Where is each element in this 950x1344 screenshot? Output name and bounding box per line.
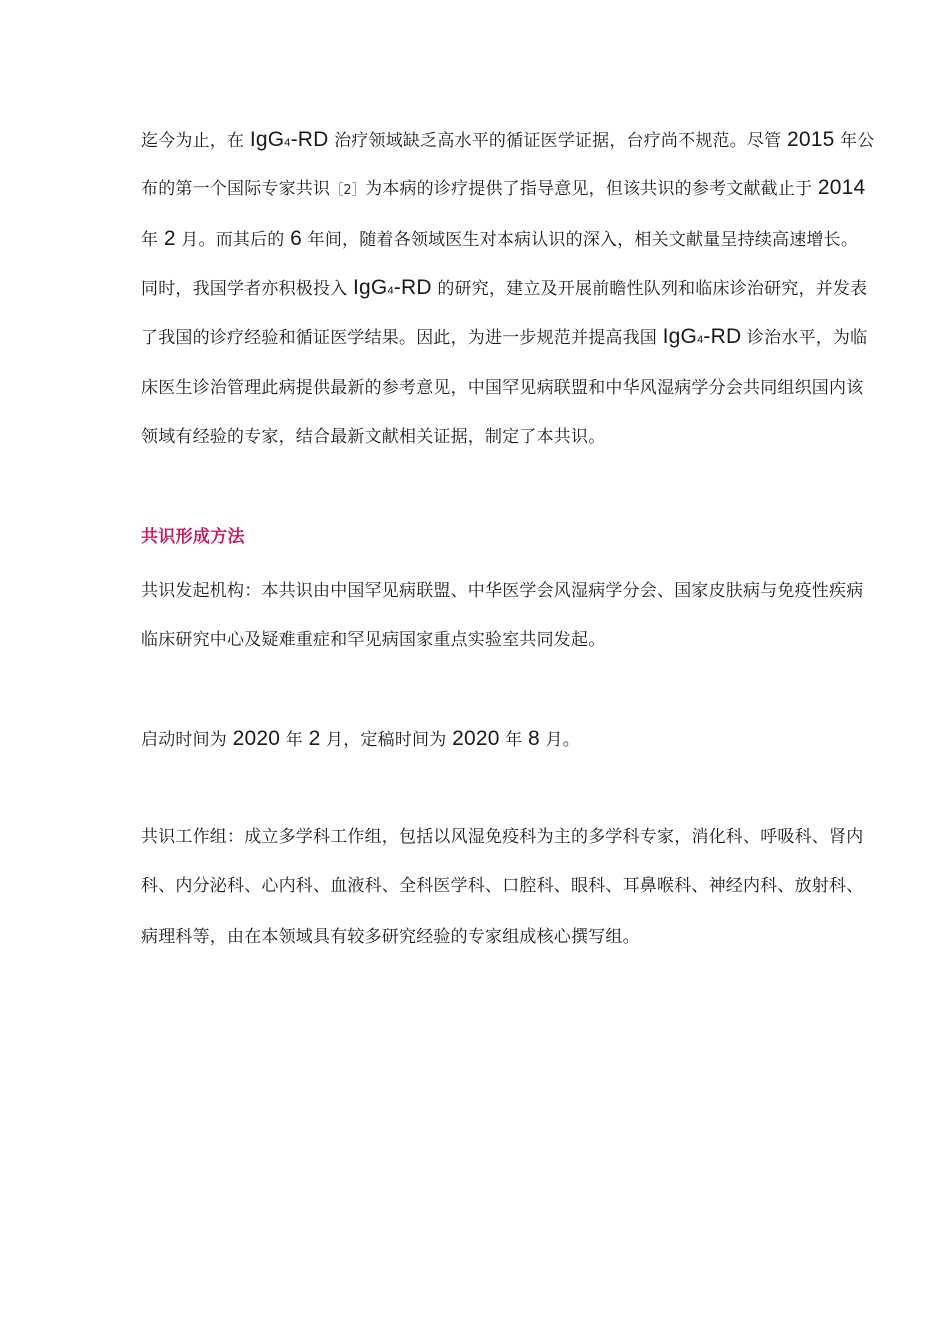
text-segment: 了我国的诊疗经验和循证医学结果。因此，为进一步规范并提高我国 [141, 328, 663, 348]
text-segment: 迄今为止，在 [141, 131, 250, 151]
rd-term: -RD [290, 128, 329, 151]
year-number: 2014 [817, 176, 866, 199]
text-segment: 年 [499, 730, 529, 750]
text-segment: 月。而其后的 [175, 230, 291, 250]
initiators-line-1: 共识发起机构：本共识由中国罕见病联盟、中华医学会风湿病学分会、国家皮肤病与免疫性疾病 [141, 581, 864, 601]
subscript: 4 [697, 334, 704, 346]
paragraph-intro-line-1 [141, 128, 950, 155]
rd-term: -RD [393, 276, 432, 299]
paragraph-intro-line-6: 床医生诊治管理此病提供最新的参考意见，中国罕见病联盟和中华风湿病学分会共同组织国内该 [141, 378, 864, 398]
igg-term: IgG [353, 276, 388, 299]
year-number: 2015 [786, 128, 835, 151]
final-year: 2020 [452, 727, 500, 750]
paragraph-intro-line-4 [141, 276, 950, 303]
text-segment: 同时，我国学者亦积极投入 [141, 279, 354, 299]
text-segment: 诊治水平，为临 [741, 328, 868, 348]
paragraph-intro-line-2 [141, 176, 950, 203]
igg-term: IgG [662, 325, 698, 348]
final-month: 8 [528, 727, 540, 750]
workgroup-line-1: 共识工作组：成立多学科工作组，包括以风湿免疫科为主的多学科专家，消化科、呼吸科、肾内 [141, 827, 864, 847]
paragraph-intro-line-5 [141, 325, 950, 352]
subscript: 4 [387, 285, 394, 297]
paragraph-intro-line-3 [141, 227, 950, 252]
initiators-line-2: 临床研究中心及疑难重症和罕见病国家重点实验室共同发起。 [141, 630, 606, 650]
workgroup-line-2: 科、内分泌科、心内科、血液科、全科医学科、口腔科、眼科、耳鼻喉科、神经内科、放射科、 [141, 876, 864, 896]
text-segment: 布的第一个国际专家共识 [141, 179, 331, 199]
citation-reference: ［2］ [330, 183, 366, 198]
text-segment: 月，定稿时间为 [320, 730, 453, 750]
text-segment: 年间，随着各领域医生对本病认识的深入，相关文献量呈持续高速增长。 [302, 230, 859, 250]
start-month: 2 [308, 727, 321, 750]
month-number: 2 [163, 227, 176, 250]
text-segment: 年公 [834, 131, 875, 151]
timeline-line [141, 727, 950, 752]
year-count-number: 6 [290, 227, 303, 250]
text-segment: 年 [280, 730, 309, 750]
subscript: 4 [284, 137, 291, 149]
text-segment: 的研究，建立及开展前瞻性队列和临床诊治研究，并发表 [431, 279, 868, 299]
workgroup-line-3: 病理科等，由在本领域具有较多研究经验的专家组成核心撰写组。 [141, 927, 640, 947]
text-segment: 启动时间为 [141, 730, 233, 750]
text-segment: 为本病的诊疗提供了指导意见，但该共识的参考文献截止于 [365, 179, 818, 199]
rd-term: -RD [703, 325, 742, 348]
text-segment: 治疗领域缺乏高水平的循证医学证据，台疗尚不规范。尽管 [328, 131, 787, 151]
start-year: 2020 [232, 727, 281, 750]
paragraph-intro-line-7: 领域有经验的专家，结合最新文献相关证据，制定了本共识。 [141, 427, 606, 447]
igg-term: IgG [249, 128, 285, 151]
text-segment: 年 [141, 230, 164, 250]
section-heading: 共识形成方法 [141, 527, 245, 547]
text-segment: 月。 [539, 730, 580, 750]
